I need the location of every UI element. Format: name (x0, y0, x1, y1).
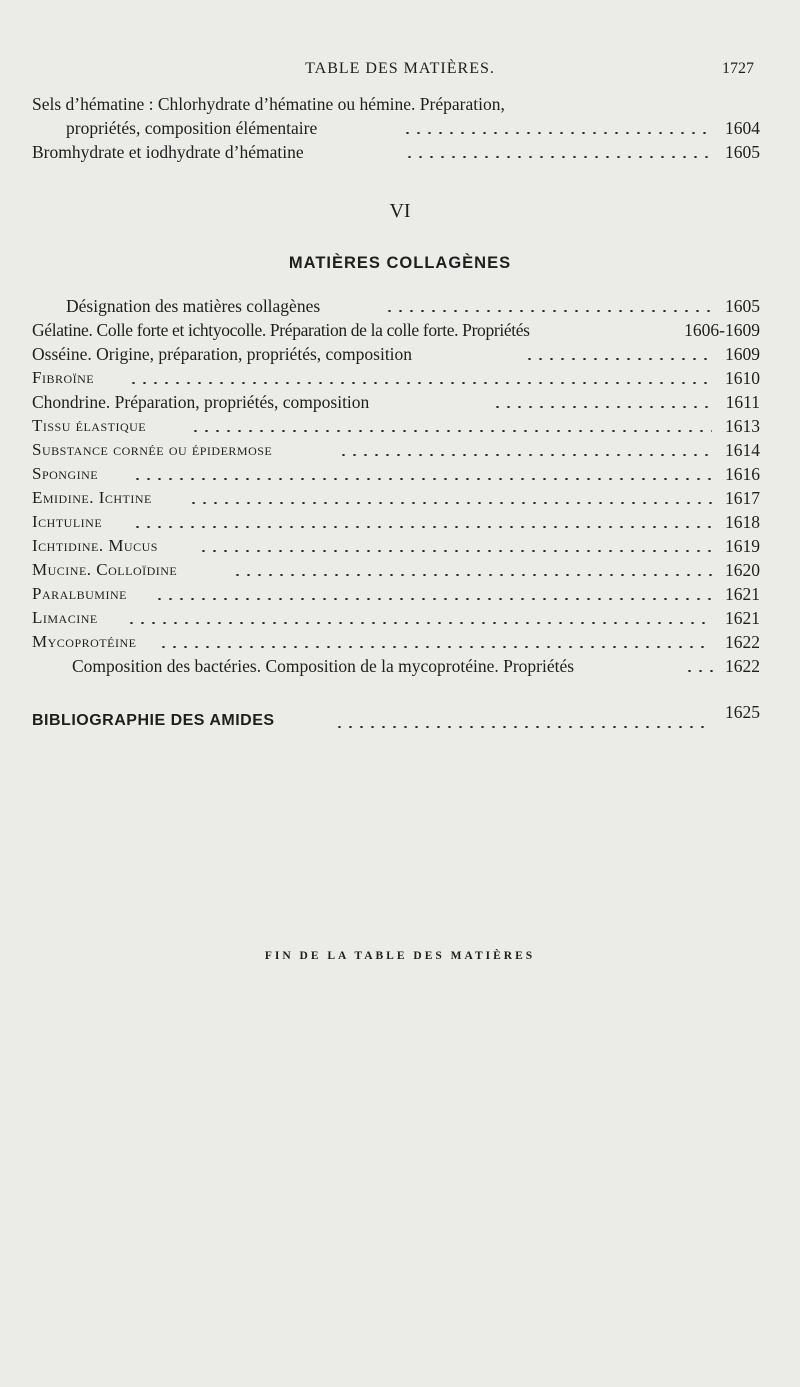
entry-text: Bromhydrate et iodhydrate d’hématine (32, 142, 304, 162)
end-note: FIN DE LA TABLE DES MATIÈRES (264, 950, 536, 962)
dot-leader (126, 622, 712, 624)
entry-text: Fibroïne (32, 368, 95, 387)
entry-text: Osséine. Origine, préparation, propriétés, composition (32, 344, 413, 364)
entry-text: Chondrine. Préparation, propriétés, composition (32, 392, 370, 412)
dot-leader (154, 598, 712, 600)
dot-leader (188, 502, 712, 504)
entry-page: 1620 (725, 560, 760, 580)
entry-text: Limacine (32, 608, 98, 627)
entry-page: 1604 (725, 118, 760, 138)
toc-entry (32, 510, 760, 534)
dot-leader (198, 550, 712, 552)
toc-entry (32, 366, 760, 390)
entry-page: 1614 (725, 440, 760, 460)
dot-leader (338, 454, 712, 456)
dot-leader (232, 574, 712, 576)
bibliography-entry (32, 702, 760, 734)
entry-text: Sels d’hématine : Chlorhydrate d’hématine ou hémine. Préparation, (32, 94, 505, 114)
entry-text: Mucine. Colloïdine (32, 560, 178, 579)
entry-text: Ichtuline (32, 512, 103, 531)
entry-text: Tissu élastique (32, 416, 147, 435)
toc-entry (32, 654, 760, 678)
page-number: 1727 (722, 60, 754, 77)
toc-entry (32, 558, 760, 582)
entry-text: Gélatine. Colle forte et ichtyocolle. Préparation de la colle forte. Propriétés (32, 320, 530, 340)
entry-text: Composition des bactéries. Composition de la mycoprotéine. Propriétés (72, 656, 575, 676)
entry-page: 1616 (725, 464, 760, 484)
dot-leader (492, 406, 712, 408)
entry-text: Ichtidine. Mucus (32, 536, 158, 555)
entry-text: Emidine. Ichtine (32, 488, 152, 507)
section-entries (32, 294, 760, 678)
toc-entry (32, 630, 760, 654)
dot-leader (334, 726, 710, 728)
dot-leader (190, 430, 712, 432)
dot-leader (132, 478, 712, 480)
entry-page: 1613 (725, 416, 760, 436)
toc-entry (32, 486, 760, 510)
section-number: VI (389, 200, 411, 222)
entry-page: 1618 (725, 512, 760, 532)
entry-page: 1617 (725, 488, 760, 508)
entry-page: 1605 (725, 296, 760, 316)
dot-leader (128, 382, 712, 384)
toc-entry (32, 414, 760, 438)
dot-leader (158, 646, 712, 648)
dot-leader (132, 526, 712, 528)
entry-page: 1605 (725, 142, 760, 162)
entry-text: Substance cornée ou épidermose (32, 440, 273, 459)
dot-leader (684, 670, 714, 672)
toc-entry (32, 462, 760, 486)
running-head-title: TABLE DES MATIÈRES. (305, 60, 495, 77)
bibliography-page: 1625 (725, 702, 760, 722)
entry-page: 1606-1609 (684, 320, 760, 340)
entry-page: 1621 (725, 608, 760, 628)
dot-leader (384, 310, 712, 312)
toc-entry (32, 582, 760, 606)
toc-entry (32, 342, 760, 366)
top-entries (32, 92, 760, 164)
dot-leader (402, 132, 712, 134)
toc-entry (32, 534, 760, 558)
dot-leader (404, 156, 712, 158)
toc-entry (32, 92, 760, 116)
toc-entry (32, 116, 760, 140)
entry-text: Paralbumine (32, 584, 127, 603)
entry-text: Mycoprotéine (32, 632, 137, 651)
toc-entry (32, 140, 760, 164)
running-head (0, 60, 800, 84)
entry-page: 1610 (725, 368, 760, 388)
section-title: MATIÈRES COLLAGÈNES (288, 254, 512, 272)
entry-page: 1622 (725, 656, 760, 676)
toc-entry (32, 438, 760, 462)
entry-page: 1619 (725, 536, 760, 556)
entry-text: Désignation des matières collagènes (66, 296, 321, 316)
entry-page: 1609 (725, 344, 760, 364)
dot-leader (524, 358, 712, 360)
toc-entry (32, 294, 760, 318)
entry-page: 1622 (725, 632, 760, 652)
entry-page: 1621 (725, 584, 760, 604)
entry-text: Spongine (32, 464, 99, 483)
toc-entry (32, 390, 760, 414)
toc-entry (32, 606, 760, 630)
bibliography-title: BIBLIOGRAPHIE DES AMIDES (32, 712, 275, 729)
toc-entry (32, 318, 760, 342)
entry-page: 1611 (725, 392, 760, 412)
entry-text: propriétés, composition élémentaire (66, 118, 318, 138)
